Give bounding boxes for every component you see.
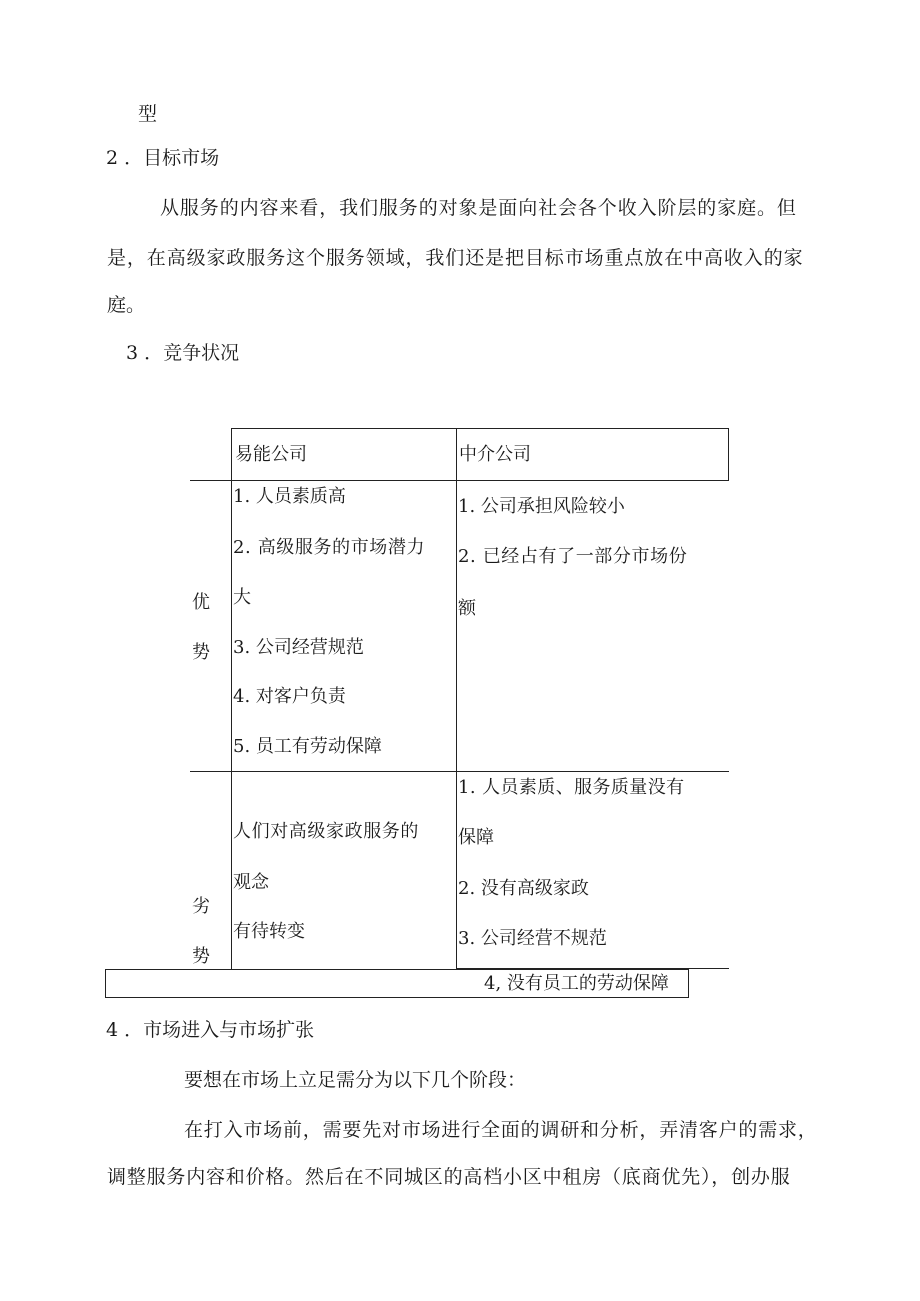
zhongjie-advantage-line: 2. 已经占有了一部分市场份 <box>458 546 688 567</box>
zhongjie-disadvantage-overflow: 4, 没有员工的劳动保障 <box>484 973 669 994</box>
yineng-advantage-line: 5. 员工有劳动保障 <box>233 736 382 757</box>
yineng-advantage-line: 2. 高级服务的市场潜力 <box>233 537 426 558</box>
row-label-advantage: 势 <box>192 642 210 663</box>
section-2-paragraph-line: 庭。 <box>107 294 146 316</box>
section-4-heading: 4 ．市场进入与市场扩张 <box>106 1019 315 1041</box>
overflow-box-right <box>688 969 689 998</box>
yineng-disadvantage-line: 人们对高级家政服务的 <box>233 821 419 842</box>
table-col-divider-1 <box>231 428 232 969</box>
yineng-advantage-line: 3. 公司经营规范 <box>233 637 364 658</box>
section-2-paragraph-line: 从服务的内容来看，我们服务的对象是面向社会各个收入阶层的家庭。但 <box>160 197 797 219</box>
row-label-disadvantage: 劣 <box>192 896 210 917</box>
heading-fragment: 型 <box>138 103 158 125</box>
section-4-paragraph-line: 在打入市场前，需要先对市场进行全面的调研和分析，弄清客户的需求， <box>184 1119 818 1141</box>
section-2-paragraph-line: 是，在高级家政服务这个服务领域，我们还是把目标市场重点放在中高收入的家 <box>107 247 804 269</box>
zhongjie-advantage-line: 1. 公司承担风险较小 <box>458 496 625 517</box>
row-label-advantage: 优 <box>192 592 210 613</box>
table-row-divider <box>190 771 729 772</box>
overflow-box-top <box>105 969 689 970</box>
yineng-disadvantage-line: 有待转变 <box>233 921 305 942</box>
table-border-right-header <box>728 428 729 480</box>
column-header-zhongjie: 中介公司 <box>459 444 531 465</box>
section-4-intro: 要想在市场上立足需分为以下几个阶段： <box>184 1069 527 1091</box>
yineng-disadvantage-line: 观念 <box>233 872 269 893</box>
column-header-yineng: 易能公司 <box>235 444 307 465</box>
section-3-heading: 3 ．竞争状况 <box>126 342 240 364</box>
table-col-divider-2 <box>456 428 457 969</box>
overflow-box-bottom <box>105 997 689 998</box>
table-header-bottom <box>190 480 729 481</box>
zhongjie-disadvantage-line: 保障 <box>458 827 494 848</box>
table-border-top <box>231 428 729 429</box>
section-2-heading: 2 ．目标市场 <box>106 147 220 169</box>
yineng-advantage-line: 1. 人员素质高 <box>233 486 346 507</box>
zhongjie-advantage-line: 额 <box>458 598 476 619</box>
zhongjie-disadvantage-line: 2. 没有高级家政 <box>458 878 589 899</box>
zhongjie-disadvantage-line: 3. 公司经营不规范 <box>458 928 607 949</box>
row-label-disadvantage: 势 <box>192 946 210 967</box>
section-4-paragraph-line: 调整服务内容和价格。然后在不同城区的高档小区中租房（底商优先），创办服 <box>107 1166 791 1188</box>
yineng-advantage-line: 大 <box>233 587 251 608</box>
overflow-box-left <box>105 969 106 998</box>
zhongjie-disadvantage-line: 1. 人员素质、服务质量没有 <box>458 777 685 798</box>
yineng-advantage-line: 4. 对客户负责 <box>233 686 346 707</box>
